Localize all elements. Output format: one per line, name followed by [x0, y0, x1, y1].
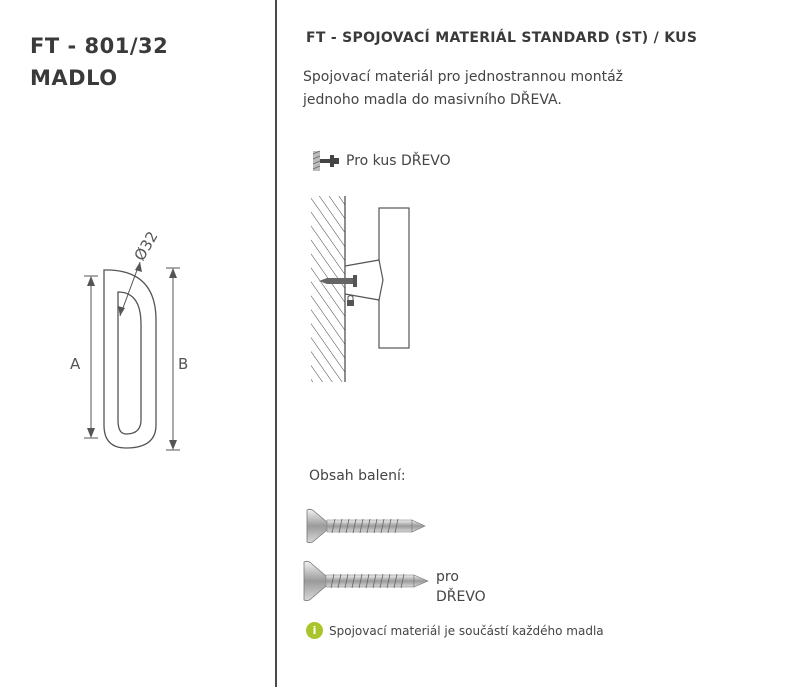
product-header	[30, 30, 168, 94]
wood-wall	[311, 196, 345, 382]
screw-note-line-2: DŘEVO	[436, 589, 486, 605]
screw-head	[353, 275, 357, 287]
vertical-divider	[275, 0, 277, 687]
section-description	[303, 66, 773, 112]
info-icon: i	[306, 622, 323, 639]
screw-drill-tip	[414, 575, 428, 587]
wood-mount-label	[312, 150, 451, 172]
screw-note-line-1: pro	[436, 569, 459, 585]
section-title: FT - SPOJOVACÍ MATERIÁL STANDARD (ST) / KUS	[306, 30, 698, 46]
screw-head-shape	[307, 509, 327, 542]
dim-b-arrow-top	[169, 268, 177, 278]
wood-label-text: Pro kus DŘEVO	[346, 153, 451, 169]
dim-a-arrow-top	[87, 276, 95, 286]
desc-line-1: Spojovací materiál pro jednostrannou montáž	[303, 69, 624, 85]
screw-image-1	[305, 508, 427, 544]
screw-image-2	[302, 560, 430, 602]
screw-drill-tip	[412, 520, 425, 532]
info-note	[306, 622, 604, 639]
info-note-text: Spojovací materiál je součástí každého madla	[329, 623, 604, 638]
handle-section	[379, 208, 409, 348]
screw-head-shape	[304, 561, 326, 600]
dimension-a-label: A	[70, 355, 81, 373]
desc-line-2: jednoho madla do masivního DŘEVA.	[303, 92, 562, 108]
dim-a-arrow-bottom	[87, 428, 95, 438]
dimension-b-label: B	[178, 355, 189, 373]
handle-drawing	[60, 220, 210, 460]
product-code: FT - 801/32	[30, 34, 169, 58]
diameter-label: Ø32	[130, 228, 162, 264]
handle-outline	[104, 270, 156, 448]
product-name: MADLO	[30, 66, 118, 90]
contents-label: Obsah balení:	[309, 468, 406, 484]
lock-icon	[347, 300, 354, 306]
screw-in-wall-icon	[312, 150, 340, 172]
screw-shank	[327, 278, 353, 284]
diameter-arrow-head-2	[135, 262, 142, 272]
screw-note	[436, 567, 486, 607]
diameter-arrow-head	[118, 306, 125, 316]
dim-b-arrow-bottom	[169, 440, 177, 450]
mount-drawing	[305, 190, 425, 385]
